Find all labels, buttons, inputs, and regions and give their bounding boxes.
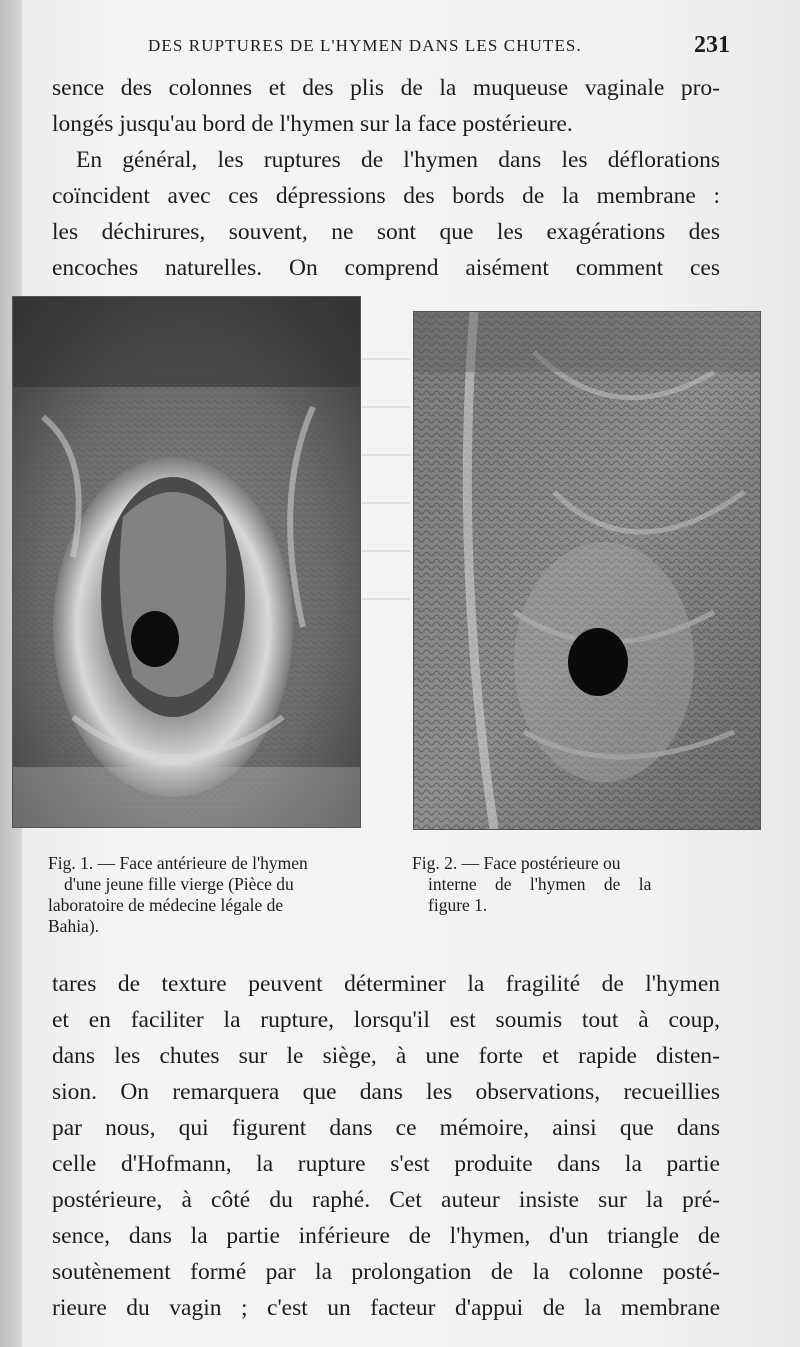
running-head-title: DES RUPTURES DE L'HYMEN DANS LES CHUTES. xyxy=(148,36,582,55)
figure-2-photograph xyxy=(413,311,761,830)
text-line: tares de texture peuvent déterminer la fragilité de l'hymen xyxy=(52,971,720,997)
caption-line: Bahia). xyxy=(48,916,100,936)
show-through-bleed xyxy=(362,320,410,600)
text-line: celle d'Hofmann, la rupture s'est produite dans la partie xyxy=(52,1151,720,1177)
caption-line: figure 1. xyxy=(428,895,488,915)
caption-line: Fig. 1. — Face antérieure de l'hymen xyxy=(48,853,308,873)
text-line: les déchirures, souvent, ne sont que les exagérations des xyxy=(52,219,720,245)
caption-line: Fig. 2. — Face postérieure ou xyxy=(412,853,621,873)
caption-line: laboratoire de médecine légale de xyxy=(48,895,284,915)
text-line: sence, dans la partie inférieure de l'hymen, d'un triangle de xyxy=(52,1223,720,1249)
caption-line: d'une jeune fille vierge (Pièce du xyxy=(64,874,294,894)
text-line: En général, les ruptures de l'hymen dans les déflorations xyxy=(76,147,720,173)
text-line: soutènement formé par la prolongation de la colonne posté- xyxy=(52,1259,720,1285)
text-line: par nous, qui figurent dans ce mémoire, ainsi que dans xyxy=(52,1115,720,1141)
text-line: dans les chutes sur le siège, à une forte et rapide disten- xyxy=(52,1043,720,1069)
text-line: et en faciliter la rupture, lorsqu'il est soumis tout à coup, xyxy=(52,1007,720,1033)
text-line: rieure du vagin ; c'est un facteur d'appui de la membrane xyxy=(52,1295,720,1321)
text-line: sion. On remarquera que dans les observations, recueillies xyxy=(52,1079,720,1105)
figure-2-caption xyxy=(412,853,722,916)
text-line: longés jusqu'au bord de l'hymen sur la face postérieure. xyxy=(52,111,573,137)
body-text-top xyxy=(52,70,720,286)
text-line: postérieure, à côté du raphé. Cet auteur insiste sur la pré- xyxy=(52,1187,720,1213)
text-line: coïncident avec ces dépressions des bords de la membrane : xyxy=(52,183,720,209)
text-line: encoches naturelles. On comprend aisément comment ces xyxy=(52,255,720,281)
figure-1-photograph xyxy=(12,296,361,828)
running-head xyxy=(110,30,730,60)
body-text-bottom xyxy=(52,966,720,1326)
caption-line: interne de l'hymen de la xyxy=(428,874,652,894)
figure-1-caption xyxy=(48,853,400,937)
page-number: 231 xyxy=(694,32,730,58)
text-line: sence des colonnes et des plis de la muqueuse vaginale pro- xyxy=(52,75,720,101)
